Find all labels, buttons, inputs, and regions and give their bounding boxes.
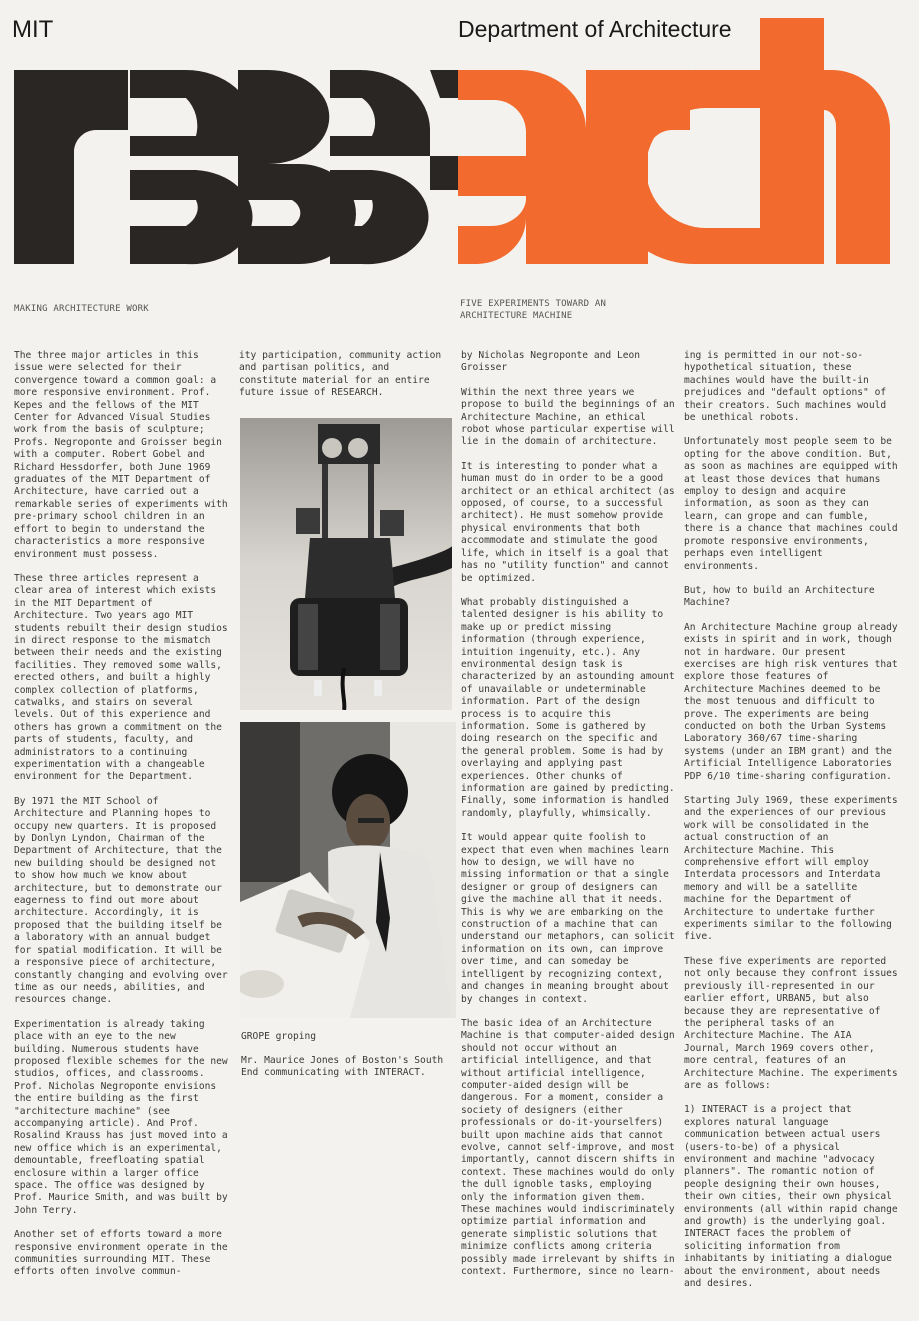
paragraph: Starting July 1969, these experiments and the experiences of our previous work will be consolidated in the actual construction of an Architecture Machine. This comprehensive effort will employ Interdata processors and Interdata memory and will be a satellite machine for the Department of Architecture to undertake further experiments similar to the following five. bbox=[684, 795, 898, 943]
paragraph: Unfortunately most people seem to be opting for the above condition. But, as soon as machines are equipped with at least those devices that humans employ to design and acquire information, as soon as they can learn, can grope and can fumble, there is a chance that machines could promote responsive environments, perhaps even intelligent environments. bbox=[684, 436, 898, 572]
paragraph: What probably distinguished a talented designer is his ability to make up or predict missing information (through experience, intuition ingenuity, etc.). Any environmental design task is characterized by an astounding amount of unavailable or undeterminable information. Part of the design process is to acquire this information. Some is gathered by doing research on the specific and the general problem. Some is had by overlaying and applying past experiences. Other chunks of information are gained by predicting. Finally, some information is handled randomly, playfully, whimsically. bbox=[461, 596, 675, 819]
paragraph: It is interesting to ponder what a human must do in order to be a good architect or an ethical architect (as opposed, of course, to a successful architect). He must somehow provide physical environments that both accommodate and stimulate the good life, which in itself is a goal that has no "utility function" and cannot be optimized. bbox=[461, 460, 675, 584]
column-1 bbox=[14, 350, 232, 1291]
paragraph: These three articles represent a clear area of interest which exists in the MIT Department of Architecture. Two years ago MIT students rebuilt their design studios in direct response to the mismatch between their needs and the existing facilities. They removed some walls, erected others, and built a highly complex collection of platforms, catwalks, and stairs on several levels. Out of this experience and others has grown a commitment on the parts of students, faculty, and administrators to a continuing experimentation with a changeable environment for the Department. bbox=[14, 572, 228, 783]
paragraph: 1) INTERACT is a project that explores natural language communication between actual users (users-to-be) of a physical environment and machine "advocacy planners". The romantic notion of people designing their own houses, their own cities, their own physical environments (all within rapid change and growth) is the underlying goal. INTERACT faces the problem of soliciting information from inhabitants by initiating a dialogue about the environment, about needs and desires. bbox=[684, 1104, 898, 1290]
research-masthead-logo bbox=[0, 18, 919, 278]
paragraph: But, how to build an Architecture Machine? bbox=[684, 584, 875, 609]
paragraph: The basic idea of an Architecture Machine is that computer-aided design should not occur without an artificial intelligence, and that without artificial intelligence, computer-aided design will be dangerous. For a moment, consider a society of designers (either professionals or do-it-yourselfers) built upon machine aids that cannot evolve, cannot self-improve, and most importantly, cannot discern shifts in context. These machines would do only the dull ignoble tasks, employing only the information given them. These machines would indiscriminately optimize partial information and generate simplistic solutions that minimize conflicts among criteria possibly made irrelevant by shifts in context. Furthermore, since no learn- bbox=[461, 1017, 675, 1278]
institution-label: MIT bbox=[12, 16, 54, 43]
column-2 bbox=[239, 350, 451, 412]
paragraph: Another set of efforts toward a more responsive environment operate in the communities surrounding MIT. These efforts often involve commun- bbox=[14, 1229, 228, 1278]
paragraph: The three major articles in this issue were selected for their convergence toward a common goal: a more responsive environment. Prof. Kepes and the fellows of the MIT Center for Advanced Visual Studies work from the basis of sculpture; Profs. Negroponte and Groisser begin with a computer. Robert Gobel and Richard Hessdorfer, both June 1969 graduates of the MIT Department of Architecture, have carried out a remarkable series of experiments with pre-primary school children in an effort to begin to understand the characteristics a more responsive environment must possess. bbox=[14, 350, 228, 560]
paragraph: Experimentation is already taking place with an eye to the new building. Numerous students have proposed flexible schemes for the new studios, offices, and classrooms. Prof. Nicholas Negroponte envisions the entire building as the first "architecture machine" (see accompanying article). And Prof. Rosalind Krauss has just moved into a new office which is an experimental, demountable, freefloating spatial enclosure within a larger office space. The office was designed by Prof. Maurice Smith, and was built by John Terry. bbox=[14, 1018, 228, 1216]
department-label: Department of Architecture bbox=[458, 16, 732, 42]
section-kicker-right: FIVE EXPERIMENTS TOWARD AN ARCHITECTURE MACHINE bbox=[460, 299, 607, 321]
paragraph: These five experiments are reported not only because they confront issues previously ill-represented in our earlier effort, URBAN5, but also because they are representative of the peripheral tasks of an Architecture Machine. The AIA Journal, March 1969 covers other, more central, features of an Architecture Machine. The experiments are as follows: bbox=[684, 955, 898, 1091]
paragraph: An Architecture Machine group already exists in spirit and in work, though not in hardware. Our present exercises are high risk ventures that explore those features of Architecture Machines deemed to be the most tenuous and difficult to prove. The experiments are being conducted on both the Urban Systems Laboratory 360/67 time-sharing systems (under an IBM grant) and the Artificial Intelligence Laboratories PDP 6/10 time-sharing configuration. bbox=[684, 621, 898, 782]
robot-photo-caption: GROPE groping bbox=[241, 1031, 317, 1042]
paragraph: It would appear quite foolish to expect that even when machines learn how to design, we will have no missing information or that a single designer or group of designers can give the machine all that it needs. This is why we are embarking on the construction of a machine that can understand our metaphors, can solicit information on its own, can improve over time, and can someday be intelligent by recognizing context, and changes in meaning brought about by changes in context. bbox=[461, 832, 675, 1005]
section-kicker-left: MAKING ARCHITECTURE WORK bbox=[14, 304, 149, 314]
paragraph: Within the next three years we propose to build the beginnings of an Architecture Machine, an ethical robot whose particular expertise will lie in the domain of architecture. bbox=[461, 386, 675, 448]
paragraph: By 1971 the MIT School of Architecture and Planning hopes to occupy new quarters. It is proposed by Donlyn Lyndon, Chairman of the Department of Architecture, that the new building should be designed not to show how much we know about architecture, but to demonstrate our eagerness to find out more about architecture. Accordingly, it is proposed that the building itself be a laboratory with an annual budget for spatial modification. It will be a responsive piece of architecture, constantly changing and evolving over time as our needs, abilities, and resources change. bbox=[14, 795, 228, 1006]
paragraph: ity participation, community action and partisan politics, and constitute material for an entire future issue of RESEARCH. bbox=[239, 350, 442, 399]
terminal-photo-caption: Mr. Maurice Jones of Boston's South End communicating with INTERACT. bbox=[241, 1055, 444, 1079]
column-3 bbox=[461, 350, 678, 1290]
interact-terminal-photo bbox=[240, 722, 456, 1018]
byline: by Nicholas Negroponte and Leon Groisser bbox=[461, 350, 641, 374]
paragraph: ing is permitted in our not-so-hypothetical situation, these machines would have the built-in prejudices and "default options" of their creators. Such machines would be unethical robots. bbox=[684, 350, 887, 424]
column-4 bbox=[684, 350, 902, 1302]
robot-photo bbox=[240, 418, 452, 710]
